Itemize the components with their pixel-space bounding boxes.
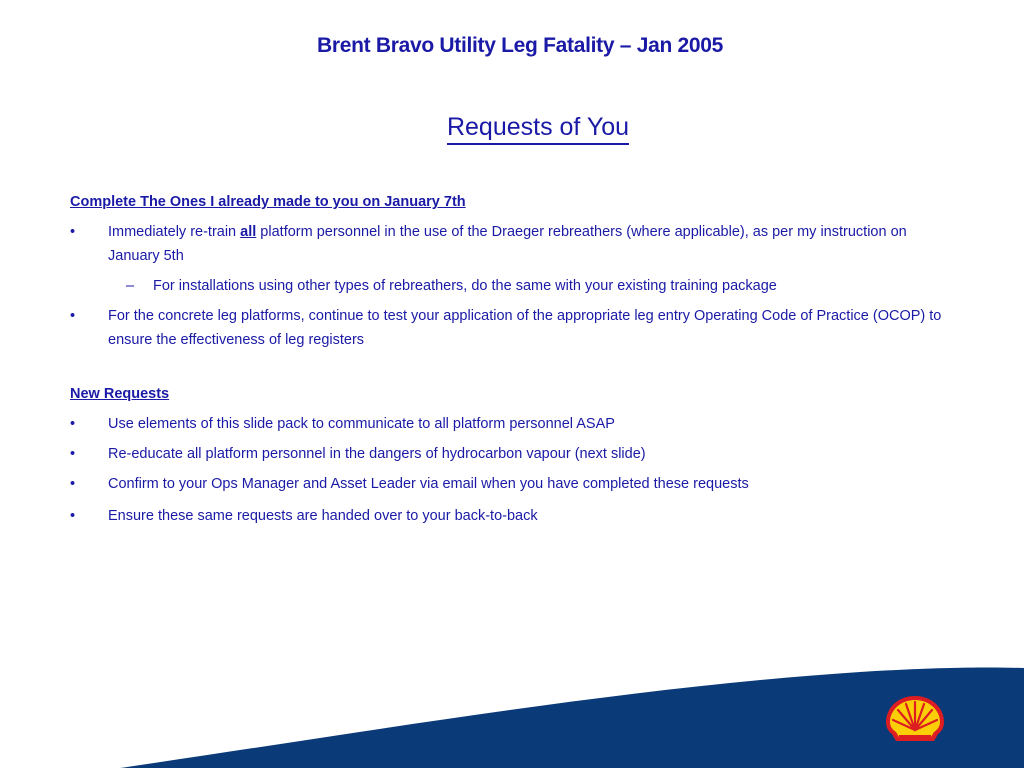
list-item — [70, 442, 950, 466]
spacer — [70, 358, 950, 382]
bullet-text: Confirm to your Ops Manager and Asset Leader via email when you have completed these requests — [108, 476, 749, 492]
list-item — [70, 504, 950, 528]
bullet-text: Ensure these same requests are handed over to your back-to-back — [108, 508, 538, 524]
list-item — [70, 304, 950, 352]
slide-subtitle: Requests of You — [447, 112, 629, 145]
bullet-mark: • — [70, 446, 76, 462]
sub-list-item — [70, 274, 950, 298]
bullet-text-post: platform personnel in the use of the Draeger rebreathers (where applicable), as per my instruction on January 5th — [108, 224, 907, 264]
shell-logo-icon — [886, 696, 944, 741]
bullet-mark: • — [70, 224, 76, 240]
slide-content — [70, 190, 950, 534]
bullet-text: Re-educate all platform personnel in the dangers of hydrocarbon vapour (next slide) — [108, 446, 646, 462]
dash-mark: – — [126, 278, 135, 294]
list-item — [70, 220, 950, 268]
bullet-text: For the concrete leg platforms, continue to test your application of the appropriate leg entry Operating Code of Practice (OCOP) to ensure the effectiveness of leg registers — [108, 308, 942, 348]
shell-logo — [884, 694, 946, 746]
list-item — [70, 412, 950, 436]
bullet-mark: • — [70, 416, 76, 432]
bullet-text-emphasis: all — [240, 224, 257, 240]
bullet-mark: • — [70, 508, 76, 524]
section-heading-new: New Requests — [70, 386, 170, 402]
list-item — [70, 472, 950, 496]
subtitle-container — [0, 112, 1024, 145]
section-heading-existing: Complete The Ones I already made to you on January 7th — [70, 194, 466, 210]
bullet-text: Use elements of this slide pack to communicate to all platform personnel ASAP — [108, 416, 615, 432]
slide-title: Brent Bravo Utility Leg Fatality – Jan 2005 — [316, 34, 724, 57]
bullet-text-pre: Immediately re-train — [108, 224, 241, 240]
bullet-mark: • — [70, 308, 76, 324]
sub-bullet-text: For installations using other types of rebreathers, do the same with your existing training package — [153, 278, 777, 294]
bullet-mark: • — [70, 476, 76, 492]
